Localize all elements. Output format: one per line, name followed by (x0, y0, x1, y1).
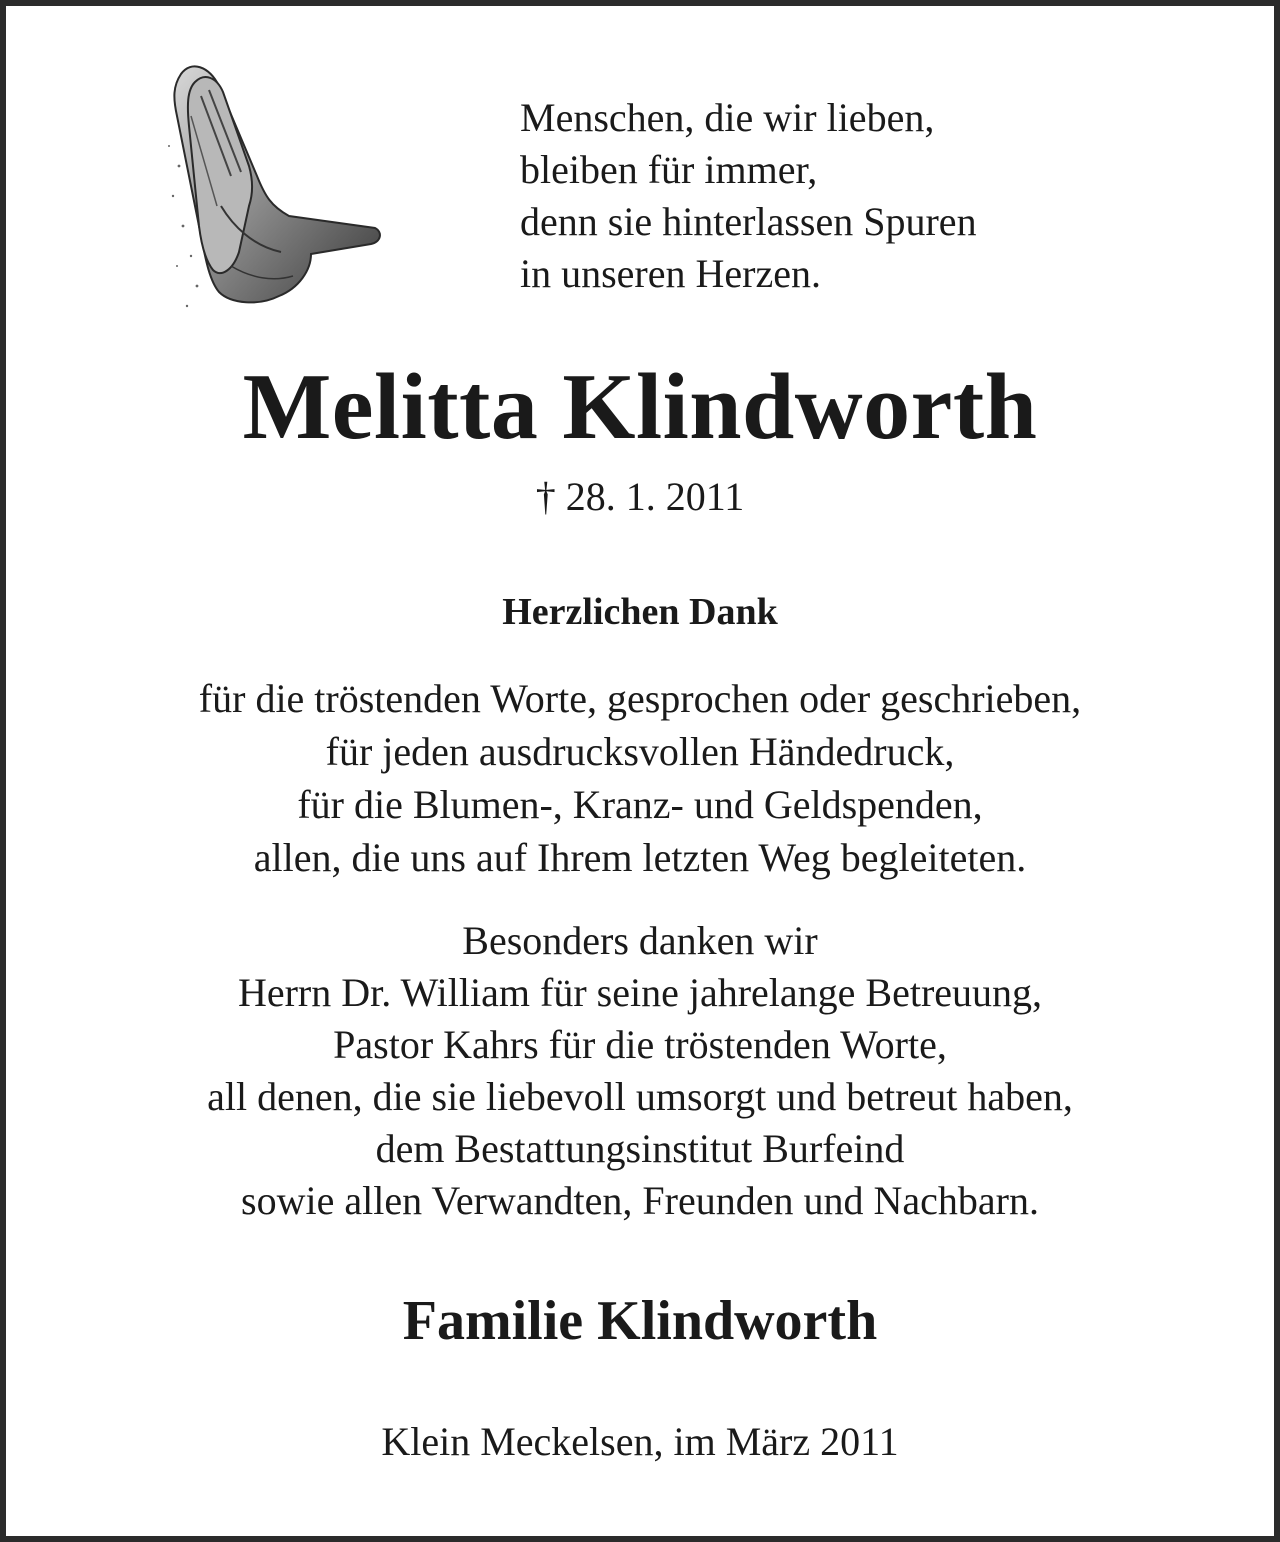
thanks-line: Pastor Kahrs für die tröstenden Worte, (333, 1022, 947, 1067)
place-and-date: Klein Meckelsen, im März 2011 (381, 1419, 899, 1464)
deceased-name: Melitta Klindworth (242, 355, 1038, 459)
thanks-line: dem Bestattungsinstitut Burfeind (375, 1126, 905, 1171)
thanks-line: sowie allen Verwandten, Freunden und Nachbarn. (241, 1178, 1039, 1223)
thanks-line: für jeden ausdrucksvollen Händedruck, (325, 729, 955, 774)
thanks-paragraph-1 (6, 672, 1274, 884)
family-signature: Familie Klindworth (402, 1290, 878, 1352)
thanks-line: Herrn Dr. William für seine jahrelange Betreuung, (237, 970, 1043, 1015)
memorial-quote (520, 92, 977, 300)
death-date: † 28. 1. 2011 (535, 474, 745, 519)
thanks-line: für die tröstenden Worte, gesprochen oder geschrieben, (198, 676, 1082, 721)
thanks-line: Besonders danken wir (462, 918, 818, 963)
quote-line: in unseren Herzen. (520, 251, 821, 296)
thanks-line: all denen, die sie liebevoll umsorgt und betreut haben, (207, 1074, 1073, 1119)
thanks-line: für die Blumen-, Kranz- und Geldspenden, (297, 782, 983, 827)
quote-line: bleiben für immer, (520, 147, 818, 192)
praying-hands-icon (161, 56, 386, 316)
thanks-heading: Herzlichen Dank (502, 591, 778, 633)
thanks-line: allen, die uns auf Ihrem letzten Weg begleiteten. (253, 835, 1027, 880)
quote-line: Menschen, die wir lieben, (520, 95, 935, 140)
thanks-paragraph-2 (6, 915, 1274, 1227)
quote-line: denn sie hinterlassen Spuren (520, 199, 977, 244)
